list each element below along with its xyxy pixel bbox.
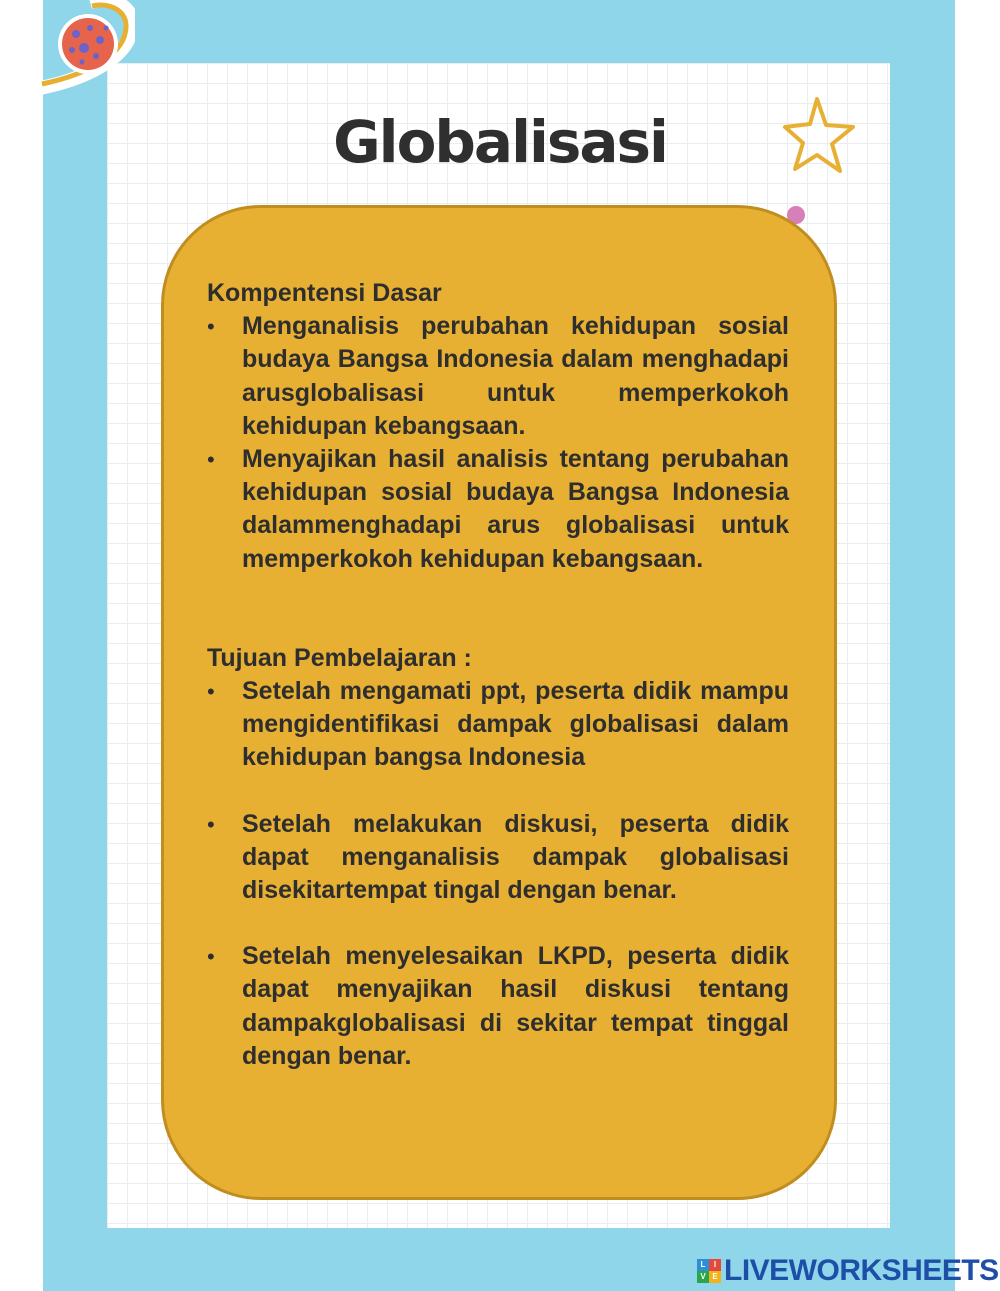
tujuan-heading: Tujuan Pembelajaran : — [207, 643, 472, 672]
bullet: • — [207, 944, 215, 970]
kompetensi-heading: Kompentensi Dasar — [207, 279, 442, 307]
bullet: • — [207, 811, 215, 837]
bullet: • — [207, 447, 215, 473]
logo-badge-letter: E — [709, 1271, 721, 1283]
liveworksheets-logo[interactable] — [697, 1253, 999, 1289]
list-item — [207, 443, 789, 576]
list-item-text: Menyajikan hasil analisis tentang perubahan kehidupan sosial budaya Bangsa Indonesia dalammenghadapi arus globalisasi untuk memperkokoh kehidupan kebangsaan. — [242, 445, 789, 573]
list-item-text: Setelah menyelesaikan LKPD, peserta didik dapat menyajikan hasil diskusi tentang dampakglobalisasi di sekitar tempat tinggal dengan benar. — [242, 942, 789, 1070]
star-icon — [783, 95, 857, 175]
bullet: • — [207, 314, 215, 340]
logo-badge-letter: I — [709, 1259, 721, 1271]
bullet: • — [207, 679, 215, 705]
page-title: Globalisasi — [333, 108, 667, 176]
kompetensi-list — [207, 310, 789, 576]
list-item — [207, 675, 789, 775]
list-item — [207, 808, 789, 908]
list-item — [207, 940, 789, 1073]
logo-badge-icon — [697, 1259, 721, 1283]
tujuan-list — [207, 675, 789, 1073]
logo-badge-letter: V — [697, 1271, 709, 1283]
list-item-text: Setelah mengamati ppt, peserta didik mampu mengidentifikasi dampak globalisasi dalam kehidupan bangsa Indonesia — [242, 677, 789, 772]
list-item — [207, 310, 789, 443]
planet-icon — [40, 0, 135, 95]
list-item-text: Setelah melakukan diskusi, peserta didik dapat menganalisis dampak globalisasi disekitartempat tingal dengan benar. — [242, 809, 789, 905]
content-card — [161, 205, 837, 1200]
logo-text: LIVEWORKSHEETS — [724, 1254, 999, 1287]
logo-badge-letter: L — [697, 1259, 709, 1271]
list-item-text: Menganalisis perubahan kehidupan sosial budaya Bangsa Indonesia dalam menghadapi arusglobalisasi untuk memperkokoh kehidupan kebangsaan. — [242, 312, 789, 440]
